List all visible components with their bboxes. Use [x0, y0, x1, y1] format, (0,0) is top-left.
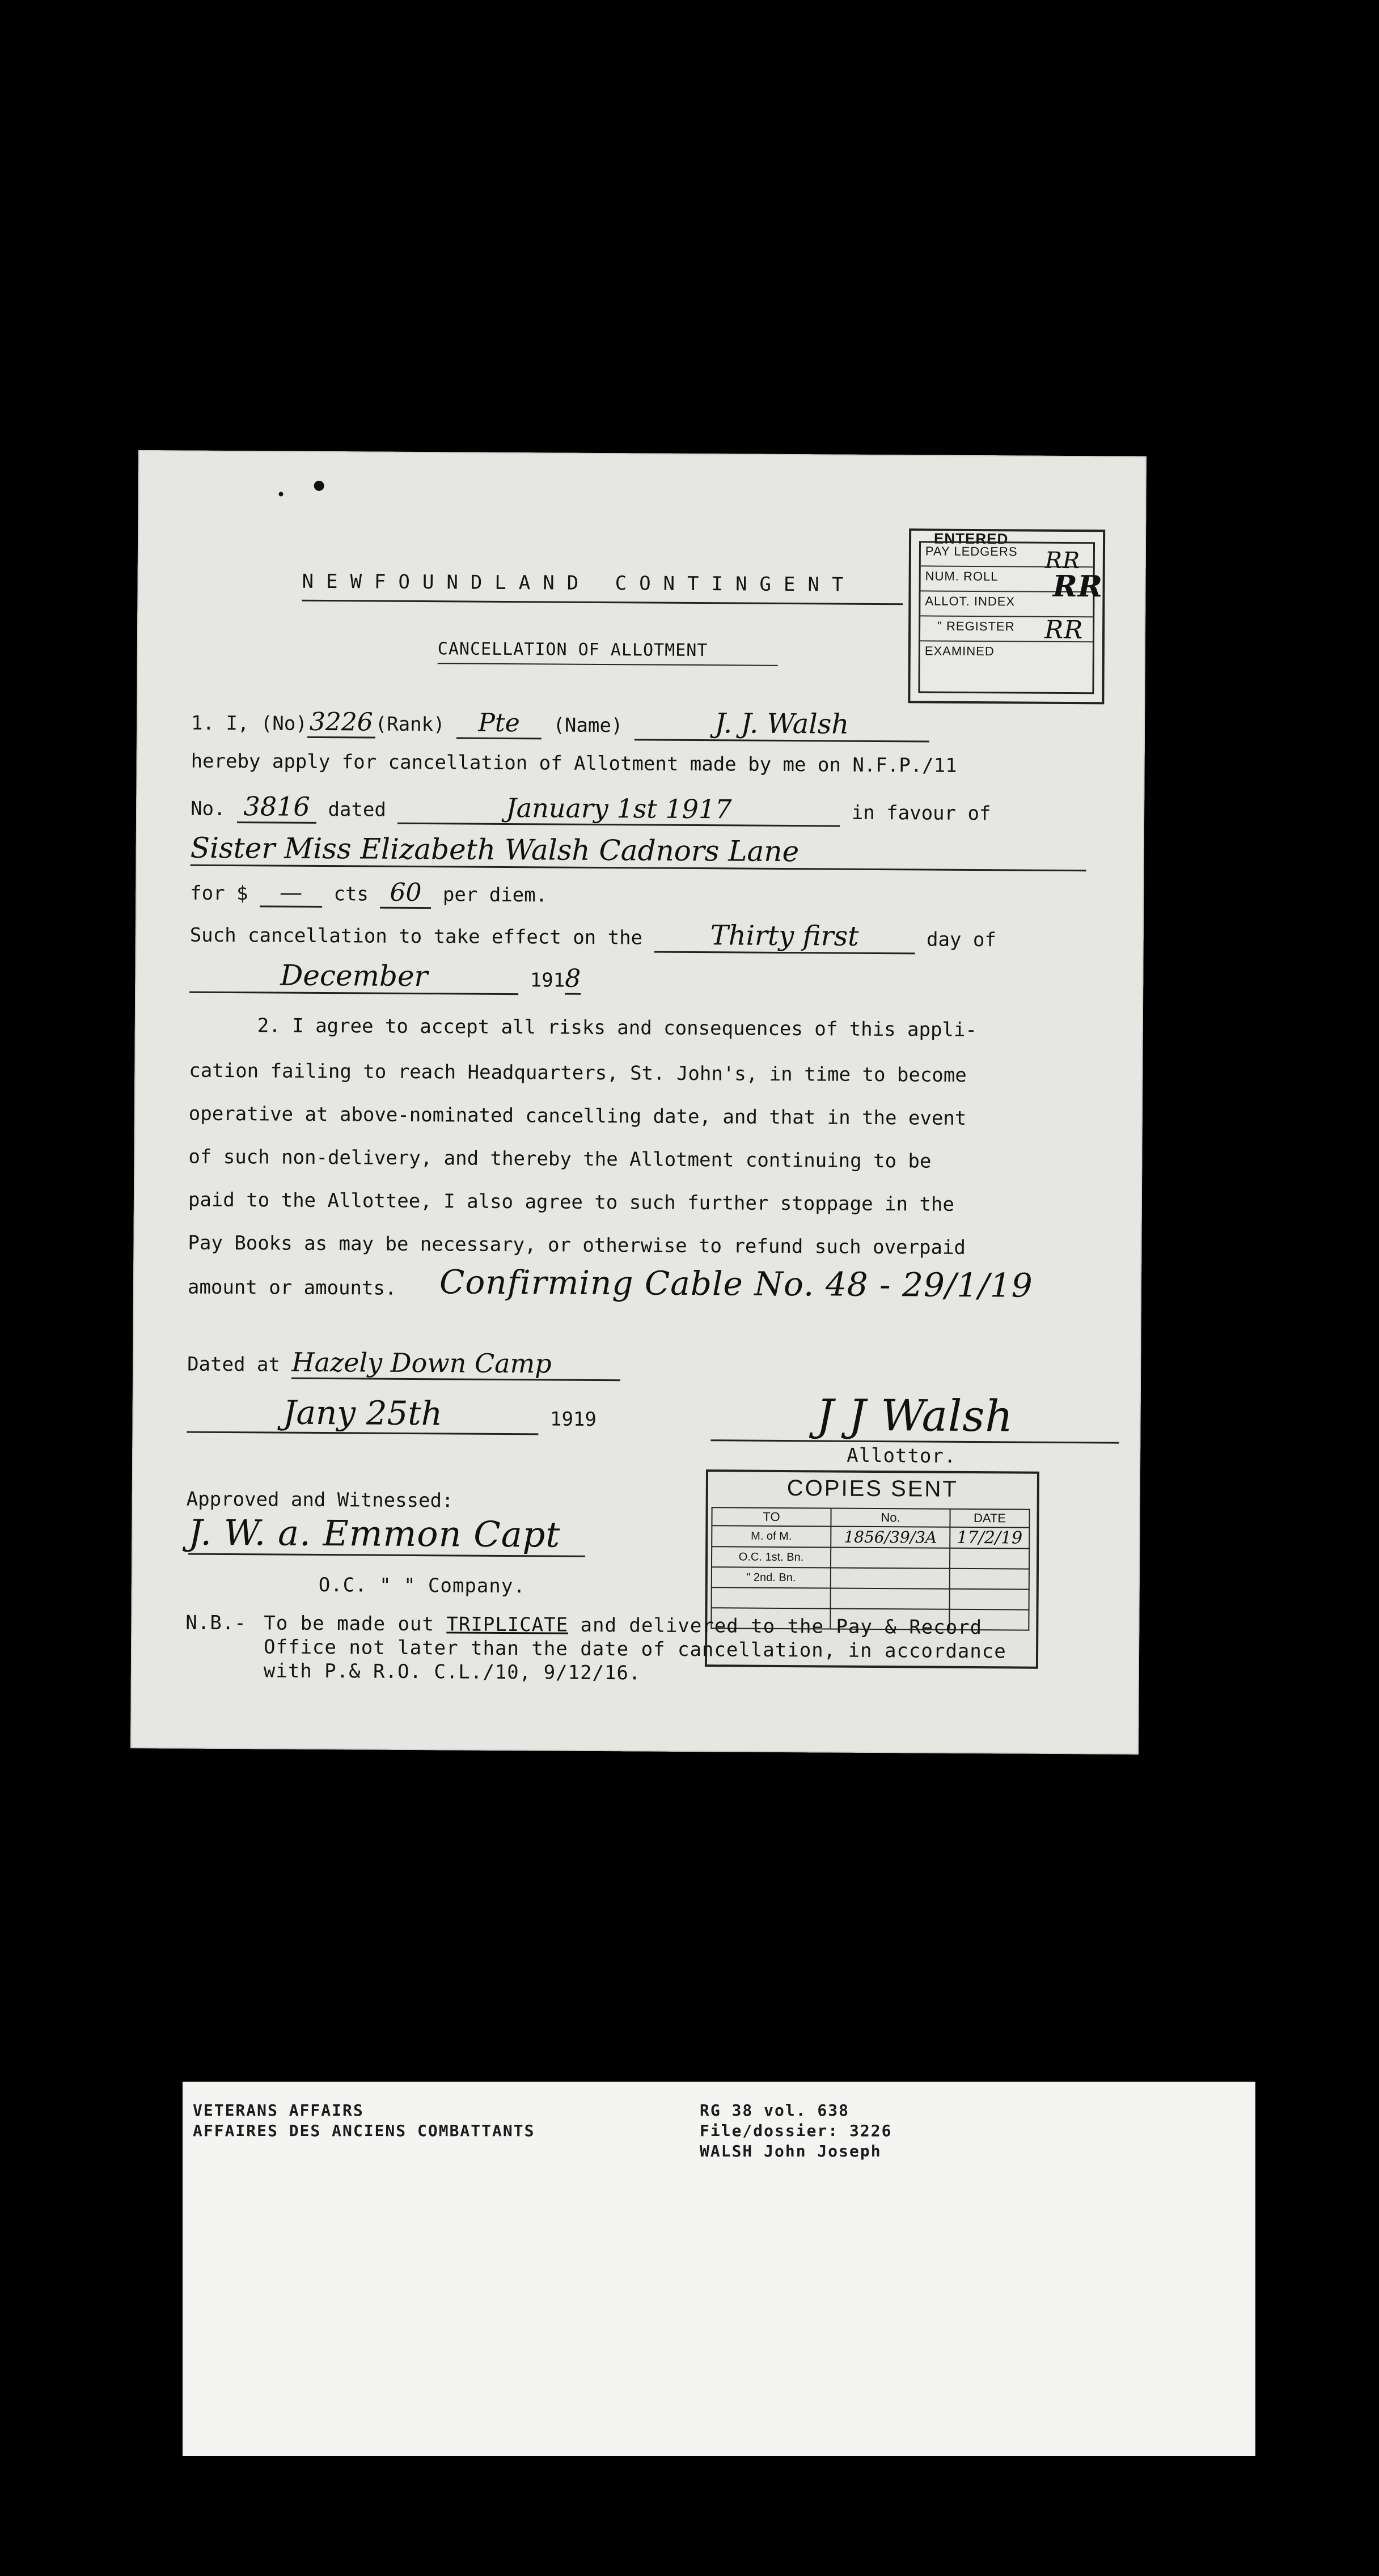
approved-label: Approved and Witnessed: — [186, 1488, 454, 1512]
name-label: (Name) — [553, 714, 623, 738]
day-of-label: day of — [926, 928, 996, 952]
allotment-date: January 1st 1917 — [397, 792, 840, 827]
archive-index-card — [183, 2082, 1255, 2456]
card-agency-fr: AFFAIRES DES ANCIENS COMBATTANTS — [193, 2121, 535, 2140]
ink-blot — [314, 481, 324, 491]
table-row — [712, 1547, 1029, 1569]
dated-date: Jany 25th — [187, 1393, 538, 1435]
nb-text: To be made out — [264, 1612, 435, 1636]
paragraph-line: operative at above-nominated cancelling date, and that in the event — [188, 1102, 967, 1130]
table-row — [712, 1526, 1029, 1548]
nb-text: and delivered to the Pay & Record — [580, 1613, 983, 1639]
allottor-label: Allottor. — [847, 1444, 957, 1468]
effect-month: December — [189, 959, 518, 995]
copies-sent-table — [710, 1507, 1030, 1630]
rank-value: Pte — [456, 708, 542, 739]
title-underline — [302, 600, 903, 605]
copies-sent-header: COPIES SENT — [786, 1476, 958, 1502]
stamp-initials: RR — [1052, 569, 1103, 604]
stamp-row: ALLOT. INDEX — [925, 594, 1016, 609]
favour-label: in favour of — [851, 801, 991, 825]
card-record-group: RG 38 vol. 638 — [700, 2101, 850, 2120]
copies-no — [831, 1567, 950, 1588]
stamp-row: " REGISTER — [937, 618, 1015, 634]
stamp-initials: RR — [1044, 547, 1081, 574]
effect-day: Thirty first — [654, 920, 915, 955]
form-line-2: hereby apply for cancellation of Allotment made by me on N.F.P./11 — [191, 749, 957, 777]
form-title: NEWFOUNDLAND CONTINGENT — [302, 570, 856, 596]
amount-dollars: — — [260, 879, 322, 908]
nb-line-2: Office not later than the date of cancellation, in accordance — [263, 1636, 1006, 1663]
oc-company-label: O.C. " " Company. — [318, 1573, 526, 1598]
paragraph-line: cation failing to reach Headquarters, St. John's, in time to become — [189, 1059, 967, 1087]
dated-date-line — [187, 1393, 597, 1435]
nb-line-3: with P.& R.O. C.L./10, 9/12/16. — [263, 1659, 641, 1685]
amount-dollar-label: for $ — [190, 882, 248, 905]
table-row — [712, 1587, 1029, 1609]
copies-to: " 2nd. Bn. — [712, 1567, 831, 1588]
subtitle-underline — [438, 663, 778, 666]
form-line-5 — [190, 877, 547, 910]
document-sheet — [130, 450, 1147, 1755]
ink-blot — [279, 492, 284, 497]
card-file-number: File/dossier: 3226 — [700, 2121, 892, 2140]
form-line-3 — [191, 791, 991, 828]
dated-at-line — [187, 1346, 621, 1382]
per-diem-label: per diem. — [442, 883, 548, 907]
allotment-no-label: No. — [191, 797, 226, 820]
form-line-6 — [190, 917, 996, 955]
rank-label: (Rank) — [375, 713, 445, 736]
dated-place: Hazely Down Camp — [291, 1347, 620, 1382]
paragraph-line: Pay Books as may be necessary, or otherwise to refund such overpaid — [188, 1231, 966, 1259]
cents-label: cts — [333, 883, 369, 906]
paragraph-line: of such non-delivery, and thereby the Allotment continuing to be — [188, 1145, 932, 1173]
paragraph-line: paid to the Allottee, I also agree to such further stoppage in the — [188, 1188, 955, 1216]
stamp-row: NUM. ROLL — [925, 569, 999, 584]
year-prefix: 191 — [530, 969, 565, 992]
copies-no: 1856/39/3A — [831, 1526, 950, 1548]
copies-no — [831, 1547, 950, 1568]
effect-label: Such cancellation to take effect on the — [189, 923, 643, 950]
dated-label: dated — [328, 798, 387, 821]
table-row — [712, 1567, 1029, 1589]
paragraph-line: 2. I agree to accept all risks and consequences of this appli- — [257, 1014, 978, 1042]
copies-date — [950, 1548, 1029, 1569]
col-to: TO — [712, 1507, 831, 1526]
cable-note: Confirming Cable No. 48 - 29/1/19 — [439, 1262, 1033, 1305]
payee-value: Sister Miss Elizabeth Walsh Cadnors Lane — [191, 832, 1086, 872]
dated-year: 1919 — [549, 1408, 597, 1431]
card-agency-en: VETERANS AFFAIRS — [193, 2101, 364, 2120]
stamp-row: PAY LEDGERS — [925, 544, 1018, 559]
dated-at-label: Dated at — [187, 1353, 281, 1376]
table-header-row — [712, 1507, 1029, 1527]
copies-date — [950, 1589, 1029, 1610]
name-value: J. J. Walsh — [634, 707, 929, 742]
copies-no — [831, 1588, 950, 1609]
nb-line-1 — [264, 1612, 982, 1639]
paragraph-line: amount or amounts. — [187, 1276, 397, 1300]
stamp-initials: RR — [1044, 615, 1084, 645]
amount-cents: 60 — [380, 878, 431, 909]
year-digit: 8 — [565, 964, 581, 995]
nb-triplicate: TRIPLICATE — [446, 1613, 569, 1637]
col-no: No. — [831, 1508, 950, 1527]
copies-to: O.C. 1st. Bn. — [712, 1547, 831, 1567]
stamp-header: ENTERED — [933, 529, 1009, 548]
nb-label: N.B.- — [185, 1611, 247, 1635]
copies-to: M. of M. — [712, 1526, 831, 1547]
col-date: DATE — [950, 1509, 1029, 1528]
entered-stamp — [908, 528, 1105, 704]
line1-prefix: 1. I, (No) — [191, 711, 307, 735]
service-number: 3226 — [307, 707, 375, 739]
stamp-row: EXAMINED — [924, 643, 995, 659]
form-line-1 — [191, 705, 929, 743]
copies-to — [712, 1587, 831, 1608]
copies-date — [950, 1569, 1029, 1590]
card-person-name: WALSH John Joseph — [700, 2142, 882, 2160]
copies-date: 17/2/19 — [950, 1527, 1029, 1549]
allotment-number: 3816 — [237, 791, 316, 824]
form-subtitle: CANCELLATION OF ALLOTMENT — [437, 639, 708, 661]
allottor-signature: J J Walsh — [710, 1389, 1119, 1443]
witness-signature: J. W. a. Emmon Capt — [188, 1512, 585, 1557]
form-line-7 — [189, 959, 581, 995]
